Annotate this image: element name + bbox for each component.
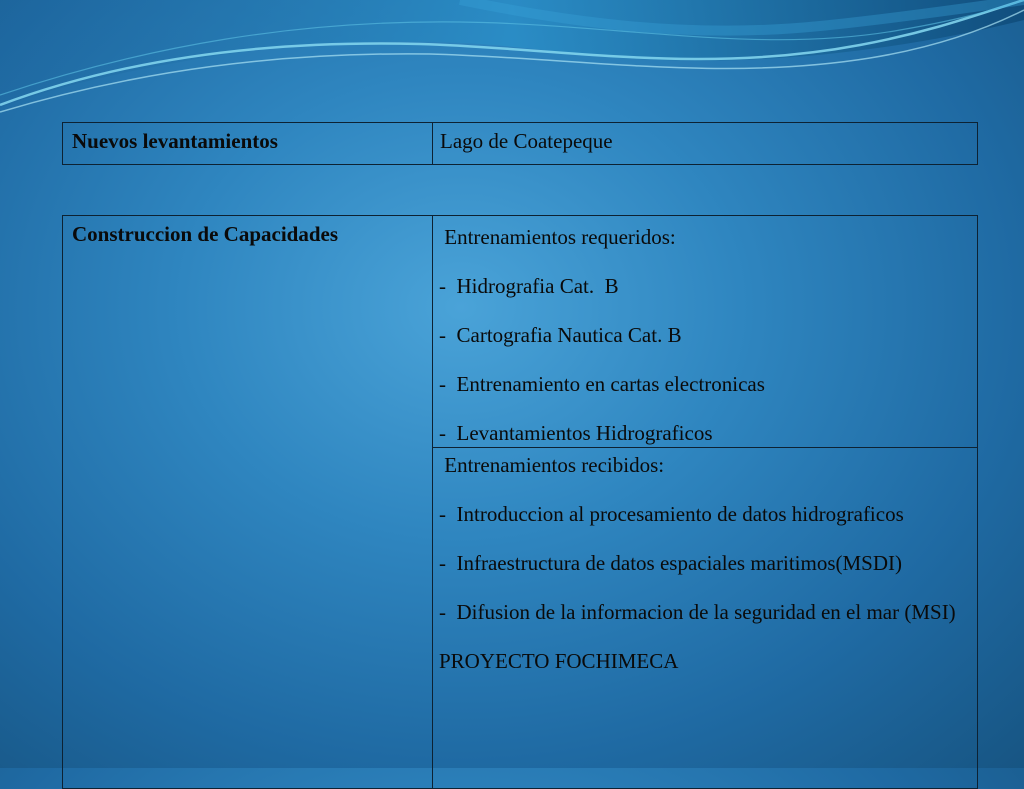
list-item: - Hidrografia Cat. B — [439, 274, 619, 298]
list-item: - Entrenamiento en cartas electronicas — [439, 372, 765, 396]
capacity-table — [62, 215, 978, 789]
received-trainings-heading: Entrenamientos recibidos: — [439, 453, 665, 477]
table-row — [63, 123, 978, 165]
list-item: - Difusion de la informacion de la seguridad en el mar (MSI) — [439, 600, 956, 624]
new-surveys-value: Lago de Coatepeque — [433, 123, 978, 165]
list-item: - Levantamientos Hidrograficos — [439, 421, 713, 445]
required-trainings-heading: Entrenamientos requeridos: — [439, 225, 676, 249]
list-item: PROYECTO FOCHIMECA — [439, 649, 679, 673]
list-item: - Infraestructura de datos espaciales maritimos(MSDI) — [439, 551, 903, 575]
survey-table — [62, 122, 978, 165]
decorative-wave-header — [0, 0, 1024, 130]
received-trainings-cell — [433, 448, 978, 789]
capacity-building-label: Construccion de Capacidades — [63, 216, 433, 789]
required-trainings-cell — [433, 216, 978, 448]
list-item: - Cartografia Nautica Cat. B — [439, 323, 682, 347]
table-row — [63, 216, 978, 448]
list-item: - Introduccion al procesamiento de datos hidrograficos — [439, 502, 904, 526]
new-surveys-label: Nuevos levantamientos — [63, 123, 433, 165]
